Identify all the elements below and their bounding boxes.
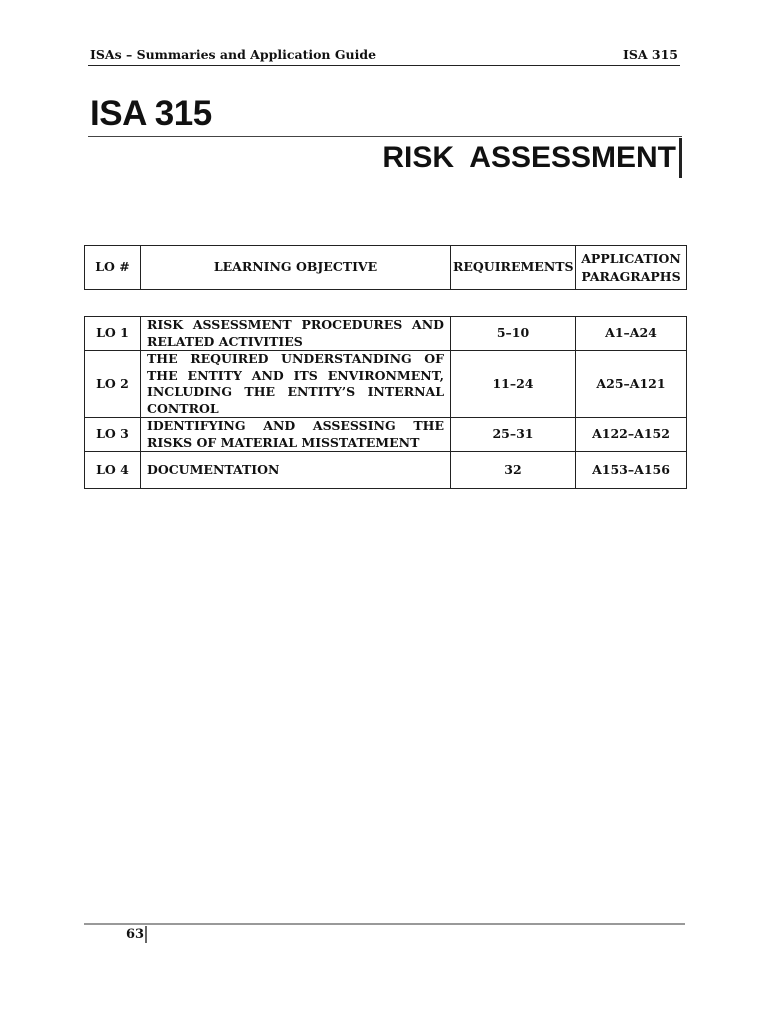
title-divider [88, 136, 682, 137]
table-row [85, 452, 687, 489]
objective-cell: DOCUMENTATION [141, 452, 451, 489]
application-cell: A25–A121 [576, 351, 687, 418]
requirements-cell: 11–24 [451, 351, 576, 418]
title-accent-bar [679, 138, 682, 178]
page-title: RISK ASSESSMENT [382, 141, 676, 174]
application-cell: A153–A156 [576, 452, 687, 489]
header-cell-lo: LO # [85, 246, 141, 290]
header-cell-objective: LEARNING OBJECTIVE [141, 246, 451, 290]
table-row [85, 418, 687, 452]
header-guide-title: ISAs – Summaries and Application Guide [90, 47, 377, 62]
isa-number-heading: ISA 315 [90, 94, 212, 133]
header-cell-application [576, 246, 687, 290]
header-cell-requirements: REQUIREMENTS [451, 246, 576, 290]
learning-objectives-table [84, 316, 687, 489]
objective-cell: RISK ASSESSMENT PROCEDURES AND RELATED ACTIVITIES [141, 317, 451, 351]
header-standard-ref: ISA 315 [622, 47, 678, 62]
lo-cell: LO 4 [85, 452, 141, 489]
requirements-cell: 5–10 [451, 317, 576, 351]
page-number: 63 [126, 927, 145, 942]
page-number-bar [145, 926, 147, 943]
application-cell: A1–A24 [576, 317, 687, 351]
application-cell: A122–A152 [576, 418, 687, 452]
table-row [85, 317, 687, 351]
table-header-row [85, 246, 687, 290]
requirements-cell: 25–31 [451, 418, 576, 452]
lo-cell: LO 2 [85, 351, 141, 418]
header-cell-application-line1: APPLICATION [581, 250, 681, 266]
objective-cell: THE REQUIRED UNDERSTANDING OF THE ENTITY AND ITS ENVIRONMENT, INCLUDING THE ENTITY’S INTERNAL CONTROL [141, 351, 451, 418]
lo-cell: LO 1 [85, 317, 141, 351]
objective-cell: IDENTIFYING AND ASSESSING THE RISKS OF MATERIAL MISSTATEMENT [141, 418, 451, 452]
lo-cell: LO 3 [85, 418, 141, 452]
learning-objectives-header-table [84, 245, 687, 290]
requirements-cell: 32 [451, 452, 576, 489]
header-cell-application-line2: PARAGRAPHS [581, 268, 681, 284]
running-header [88, 45, 680, 66]
table-row [85, 351, 687, 418]
footer-divider [84, 923, 685, 925]
